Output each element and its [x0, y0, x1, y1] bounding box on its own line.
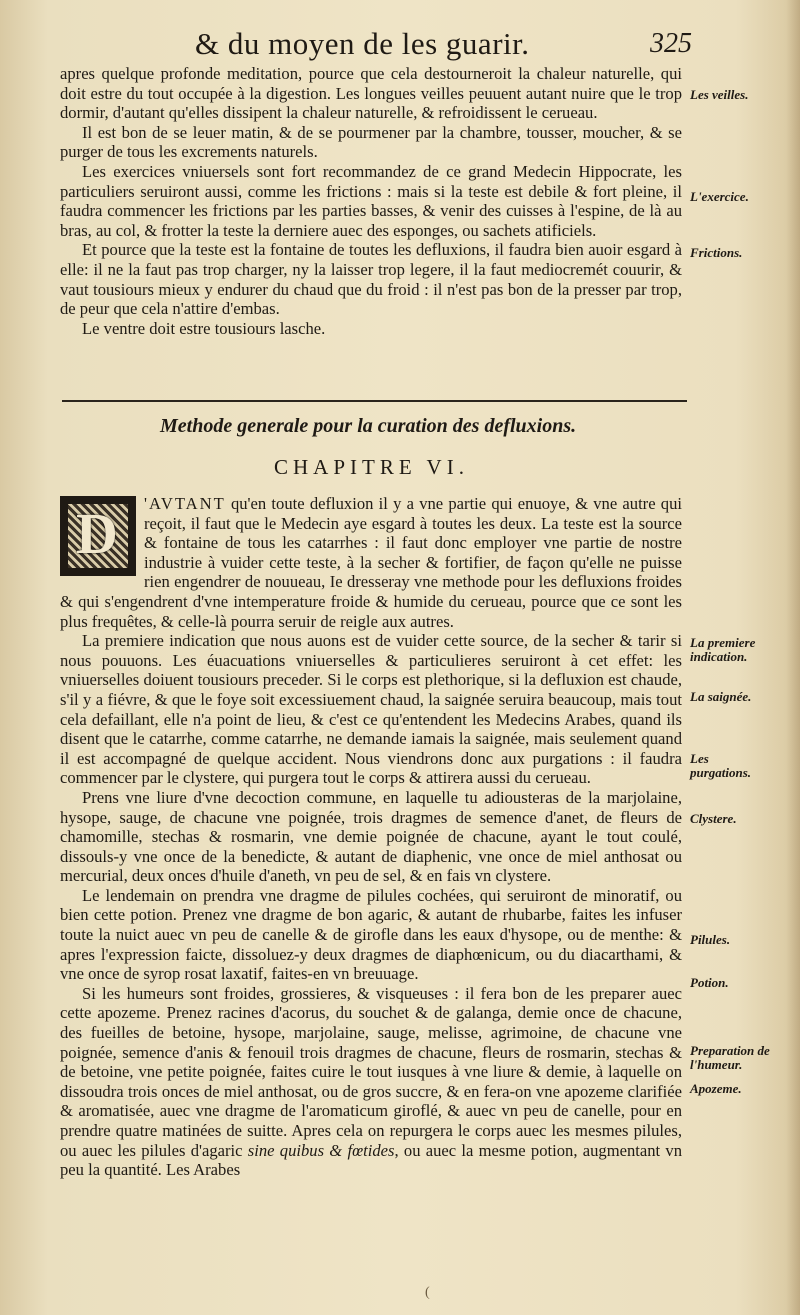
paragraph: Le ventre doit estre tousiours lasche.	[82, 318, 326, 338]
margin-note: Preparation de l'humeur.	[690, 1043, 770, 1072]
paragraph-tail: , ou auec la mesme potion, augmentant vn peu la quantité. Les Arabes	[60, 1140, 682, 1180]
italic-phrase: sine quibus & fœtides	[247, 1140, 395, 1160]
page-number: 325	[650, 28, 692, 59]
paragraph	[60, 984, 682, 1180]
margin-note: Les purgations.	[690, 751, 752, 780]
paragraph: Et pource que la teste est la fontaine de toutes les defluxions, il faudra bien auoir esgard à elle: il ne la faut pas trop charger, ny la laisser trop legere, il la faut mediocremét couurir, & vaut tousiours mieux y endurer du chaud que du froid : il n'est pas bon de la presser par trop, de peur que cela n'attire d'embas.	[60, 240, 682, 319]
margin-note: Frictions.	[690, 245, 743, 260]
paragraph: La premiere indication que nous auons est de vuider cette source, de la secher & tarir si nous pouuons. Les éuacuations vniuerselles & particulieres seruiront à cet effet: les vniuerselles doiuent tousiours preceder. Si le corps est plethorique, si la defluxion est chaude, s'il y a fiévre, & que le foye soit excessiuement chaud, la saignée seruira beaucoup, mais tout cela defaillant, elle n'a point de lieu, & c'est ce qu'entendent les Medecins Arabes, quand ils disent que le catarrhe, comme catarrhe, ne demande iamais la saignée, mais seulement quand il est accompagné de quelque accident. Nous viendrons donc aux purgations : il faudra commencer par le clystere, qui purgera tout le corps & attirera aussi du cerueau.	[60, 631, 682, 788]
opening-small-caps: 'AVTANT	[144, 494, 226, 513]
paragraph: Le lendemain on prendra vne dragme de pilules cochées, qui seruiront de minoratif, ou bien cette potion. Prenez vne dragme de bon agaric, & autant de rhubarbe, faites les infuser toute la nuict auec vn peu de canelle & de girofle dans les eaux d'hysope, ou de menthe: & apres l'expression faicte, dissoluez-y deux dragmes de diaphœnicum, ou du diacarthami, & vne once de syrop rosat laxatif, faites-en vn breuuage.	[60, 885, 682, 984]
opening-paragraph	[60, 494, 682, 631]
paragraph: apres quelque profonde meditation, pource que cela destourneroit la chaleur naturelle, qui doit estre du tout occupée à la digestion. Les longues veilles peuuent autant nuire que le trop dormir, d'autant qu'elles dissipent la chaleur naturelle, & refroidissent le cerueau.	[60, 64, 682, 123]
section-title: Methode generale pour la curation des defluxions.	[160, 415, 577, 437]
paragraph: Prens vne liure d'vne decoction commune, en laquelle tu adiousteras de la marjolaine, hysope, sauge, de chacune vne poignée, trois dragmes de semence d'anet, de fleurs de chamomille, stechas & rosmarin, vne demie poignée de chacune, ayant le tout coulé, dissouls-y vne once de la benedicte, & autant de diaphenic, vne once de miel anthosat ou mercurial, deux onces d'huile d'aneth, vn peu de sel, & en fais vn clystere.	[60, 787, 682, 886]
running-head: & du moyen de les guarir.	[195, 26, 530, 61]
paragraph-text: Si les humeurs sont froides, grossieres, & visqueuses : il fera bon de les preparer auec cette apozeme. Prenez racines d'acorus, du souchet & de galanga, demie once de chacune, des fueilles de betoine, hysope, marjolaine, sauge, melisse, agrimoine, de chacune vne poignée, semence d'anis & fenouil trois dragmes de chacune, fleurs de rosmarin, stechas & de betoine, vne petite poignée, faites cuire le tout iusques à vne liure & demie, à laquelle on dissoudra trois onces de miel anthosat, ou de gros succre, & en fera-on vne apozeme clarifiée & aromatisée, auec vne dragme de l'aromaticum giroflé, & auec vn peu de canelle, pour en prendre quatre matinées de suitte. Apres cela on repurgera le corps auec les mesmes pilules, ou auec les pilules d'agaric	[60, 983, 682, 1160]
margin-note: Potion.	[690, 975, 729, 990]
section-divider	[62, 400, 687, 402]
margin-note: La saignée.	[690, 689, 752, 704]
margin-note: Apozeme.	[690, 1081, 742, 1096]
margin-note: L'exercice.	[690, 189, 749, 204]
margin-note: Les veilles.	[690, 87, 749, 102]
margin-note: Clystere.	[690, 811, 737, 826]
page-edge-shadow	[786, 0, 800, 1315]
paragraph: Les exercices vniuersels sont fort recommandez de ce grand Medecin Hippocrate, les particuliers seruiront aussi, comme les frictions : mais si la teste est debile & fort pleine, il faudra commencer les frictions par les parties basses, & venir des cuisses à l'espine, de là au bras, au col, & frotter la teste la derniere auec des esponges, ou sachets atificiels.	[60, 161, 682, 240]
margin-note: Pilules.	[690, 932, 731, 947]
opening-text: qu'en toute defluxion il y a vne partie qui enuoye, & vne autre qui reçoit, il faut que le Medecin aye esgard à toutes les deux. La teste est la source & fontaine de tous les catarrhes : il faut donc employer vne partie de nostre industrie à vuider cette teste, à la secher & fortifier, de façon qu'elle ne puisse rien engendrer de nouueau, Ie dresseray vne methode pour les defluxions froides & qui s'engendrent d'vne intemperature froide & humide du cerueau, pource que ce sont les plus frequêtes, & celle-là pourra seruir de reigle aux autres.	[60, 494, 682, 631]
decorated-initial	[60, 496, 136, 576]
initial-letter: D	[76, 501, 118, 566]
paragraph: Il est bon de se leuer matin, & de se pourmener par la chambre, tousser, moucher, & se purger de tous les excrements naturels.	[60, 122, 682, 162]
text-block-top	[60, 64, 682, 338]
bottom-mark: (	[425, 1285, 430, 1300]
margin-note: La premiere indication.	[690, 635, 756, 664]
chapter-heading: CHAPITRE VI.	[274, 455, 469, 479]
text-block-chapter	[60, 494, 682, 1180]
